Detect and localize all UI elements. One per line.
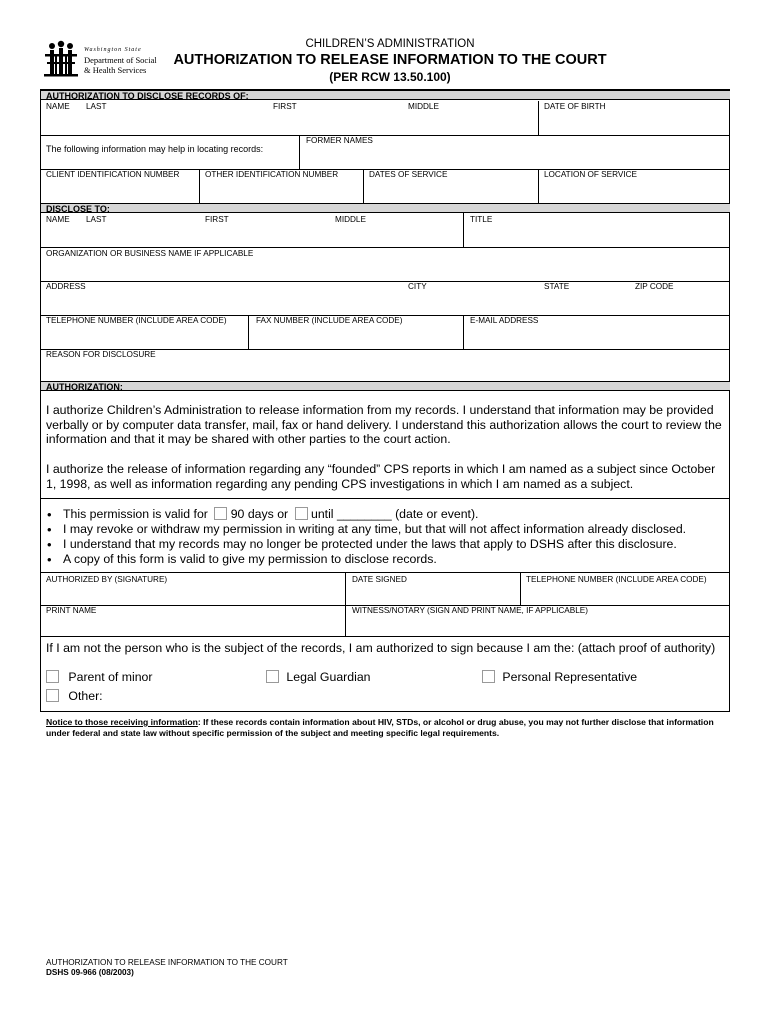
date-signed-field[interactable]	[346, 586, 519, 604]
address-label: ADDRESS	[46, 282, 86, 291]
records-dob-field[interactable]	[539, 112, 729, 134]
disclose-last-label: LAST	[86, 215, 107, 224]
disclose-title-field[interactable]	[464, 225, 729, 247]
personal-representative-checkbox[interactable]	[482, 670, 495, 683]
until-date-checkbox[interactable]	[295, 507, 308, 520]
disclose-first-label: FIRST	[205, 215, 229, 224]
parent-of-minor-checkbox[interactable]	[46, 670, 59, 683]
authorization-paragraph-2: I authorize the release of information regarding any “founded” CPS reports in which I am named as a subject since October 1, 1998, as well as information regarding any pending CPS investigations in which I am named as a subject.	[46, 462, 716, 491]
records-dob-label: DATE OF BIRTH	[544, 102, 606, 111]
protection-bullet: • I understand that my records may no longer be protected under the laws that apply to DSHS after this disclosure.	[47, 537, 686, 552]
records-middle-label: MIDDLE	[408, 102, 439, 111]
print-name-field[interactable]	[41, 617, 344, 635]
other-label: Other:	[68, 689, 103, 703]
zip-code-label: ZIP CODE	[635, 282, 674, 291]
signature-field[interactable]	[41, 586, 344, 604]
disclose-name-label: NAME	[46, 215, 70, 224]
locating-records-note: The following information may help in locating records:	[46, 144, 264, 154]
authorized-by-label: AUTHORIZED BY (SIGNATURE)	[46, 575, 168, 584]
records-name-label: NAME	[46, 102, 70, 111]
notice-text	[46, 717, 730, 739]
print-name-label: PRINT NAME	[46, 606, 97, 615]
ninety-days-checkbox[interactable]	[214, 507, 227, 520]
notice-body: : If these records contain information about HIV, STDs, or alcohol or drug abuse, you may not further disclose that information under federal and state law without specific permission of the subject and meeting specific legal requirements.	[46, 717, 714, 738]
date-signed-label: DATE SIGNED	[352, 575, 407, 584]
other-id-field[interactable]	[200, 180, 362, 202]
authorization-section-header: AUTHORIZATION:	[41, 381, 730, 391]
legal-guardian-option[interactable]	[266, 670, 371, 684]
copy-valid-bullet: • A copy of this form is valid to give my permission to disclose records.	[47, 552, 686, 567]
authority-statement: If I am not the person who is the subject of the records, I am authorized to sign because I am the: (attach proof of authority)	[46, 641, 716, 655]
city-field[interactable]	[404, 292, 538, 314]
fax-field[interactable]	[249, 326, 462, 348]
validity-prefix: This permission is valid for	[63, 507, 208, 521]
disclose-telephone-label: TELEPHONE NUMBER (INCLUDE AREA CODE)	[46, 316, 227, 325]
signer-telephone-label: TELEPHONE NUMBER (INCLUDE AREA CODE)	[526, 575, 707, 584]
city-label: CITY	[408, 282, 427, 291]
logo-line1: Washington State	[84, 47, 142, 53]
client-id-label: CLIENT IDENTIFICATION NUMBER	[46, 170, 180, 179]
dates-of-service-label: DATES OF SERVICE	[369, 170, 448, 179]
state-label: STATE	[544, 282, 570, 291]
authorization-paragraph-1: I authorize Children’s Administration to release information from my records. I understand that information may be provided verbally or by computer data transfer, mail, fax or hand delivery. I understand this authorization allows the court to review the information and that it may be shared with other parties to the court action.	[46, 403, 722, 447]
permission-terms-list	[47, 507, 686, 567]
legal-guardian-label: Legal Guardian	[286, 670, 371, 684]
disclose-section-header: DISCLOSE TO:	[41, 203, 730, 213]
email-label: E-MAIL ADDRESS	[470, 316, 539, 325]
logo-line3: & Health Services	[84, 65, 147, 75]
parent-of-minor-option[interactable]	[46, 670, 153, 684]
disclose-middle-label: MIDDLE	[335, 215, 366, 224]
reason-field[interactable]	[41, 360, 729, 380]
footer-form-number: DSHS 09-966 (08/2003)	[46, 968, 134, 977]
ninety-days-label: 90 days or	[230, 507, 289, 521]
dates-of-service-field[interactable]	[364, 180, 537, 202]
disclose-telephone-field[interactable]	[41, 326, 247, 348]
former-names-field[interactable]	[300, 146, 729, 168]
parent-of-minor-label: Parent of minor	[68, 670, 153, 684]
address-field[interactable]	[41, 292, 401, 314]
client-id-field[interactable]	[41, 180, 198, 202]
records-name-field[interactable]	[41, 112, 537, 134]
logo-line2: Department of Social	[84, 55, 157, 65]
personal-representative-option[interactable]	[482, 670, 637, 684]
revoke-bullet: • I may revoke or withdraw my permission in writing at any time, but that will not affect information already disclosed.	[47, 522, 686, 537]
disclose-title-label: TITLE	[470, 215, 493, 224]
reason-label: REASON FOR DISCLOSURE	[46, 350, 156, 359]
organization-field[interactable]	[41, 259, 729, 281]
signer-telephone-field[interactable]	[521, 586, 729, 604]
organization-label: ORGANIZATION OR BUSINESS NAME IF APPLICABLE	[46, 249, 254, 258]
agency-name: CHILDREN’S ADMINISTRATION	[305, 38, 475, 50]
email-field[interactable]	[464, 326, 729, 348]
other-id-label: OTHER IDENTIFICATION NUMBER	[205, 170, 339, 179]
state-field[interactable]	[540, 292, 630, 314]
other-checkbox[interactable]	[46, 689, 59, 702]
former-names-label: FORMER NAMES	[306, 136, 373, 145]
disclose-name-field[interactable]	[41, 225, 462, 247]
other-option[interactable]	[46, 689, 103, 703]
footer-title: AUTHORIZATION TO RELEASE INFORMATION TO THE COURT	[46, 958, 288, 967]
legal-guardian-checkbox[interactable]	[266, 670, 279, 683]
records-last-label: LAST	[86, 102, 107, 111]
form-title: AUTHORIZATION TO RELEASE INFORMATION TO THE COURT	[173, 52, 607, 68]
records-section-header: AUTHORIZATION TO DISCLOSE RECORDS OF:	[41, 90, 730, 100]
validity-bullet	[47, 507, 686, 522]
fax-label: FAX NUMBER (INCLUDE AREA CODE)	[256, 316, 403, 325]
location-of-service-field[interactable]	[539, 180, 729, 202]
statute-reference: (PER RCW 13.50.100)	[329, 70, 451, 84]
records-first-label: FIRST	[273, 102, 297, 111]
notice-heading: Notice to those receiving information	[46, 717, 198, 727]
personal-representative-label: Personal Representative	[502, 670, 638, 684]
witness-notary-field[interactable]	[346, 617, 729, 635]
location-of-service-label: LOCATION OF SERVICE	[544, 170, 637, 179]
until-date-label: until ________ (date or event).	[310, 507, 479, 521]
witness-notary-label: WITNESS/NOTARY (SIGN AND PRINT NAME, IF APPLICABLE)	[352, 606, 588, 615]
zip-code-field[interactable]	[632, 292, 729, 314]
